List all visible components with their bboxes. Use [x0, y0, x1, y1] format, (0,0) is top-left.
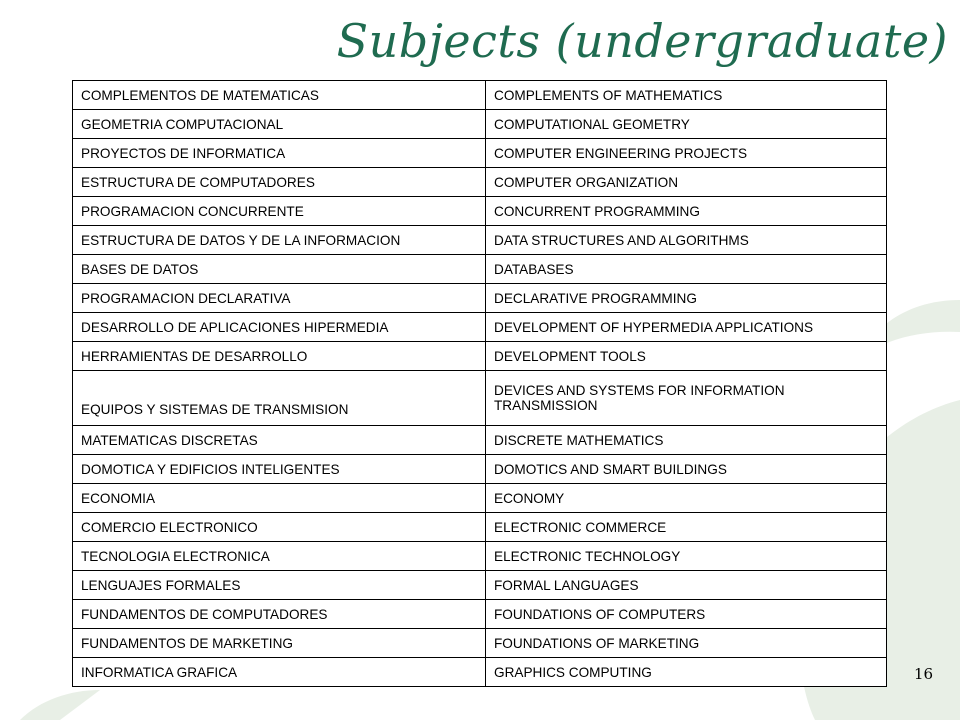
english-subject-cell: COMPLEMENTS OF MATHEMATICS: [486, 81, 887, 110]
spanish-subject-cell: FUNDAMENTOS DE COMPUTADORES: [73, 600, 486, 629]
table-row: [73, 600, 887, 629]
spanish-subject-cell: LENGUAJES FORMALES: [73, 571, 486, 600]
table-row: [73, 629, 887, 658]
page-number: 16: [914, 665, 934, 683]
spanish-subject-cell: GEOMETRIA COMPUTACIONAL: [73, 110, 486, 139]
table-row: [73, 455, 887, 484]
table-row: [73, 255, 887, 284]
spanish-subject-cell: PROGRAMACION DECLARATIVA: [73, 284, 486, 313]
spanish-subject-cell: COMERCIO ELECTRONICO: [73, 513, 486, 542]
english-subject-cell: DOMOTICS AND SMART BUILDINGS: [486, 455, 887, 484]
table-row: [73, 571, 887, 600]
english-subject-cell: DEVELOPMENT OF HYPERMEDIA APPLICATIONS: [486, 313, 887, 342]
english-subject-cell: CONCURRENT PROGRAMMING: [486, 197, 887, 226]
table-row: [73, 371, 887, 426]
spanish-subject-cell: EQUIPOS Y SISTEMAS DE TRANSMISION: [73, 371, 486, 426]
english-subject-cell: ELECTRONIC COMMERCE: [486, 513, 887, 542]
english-subject-cell: ECONOMY: [486, 484, 887, 513]
table-row: [73, 658, 887, 687]
table-row: [73, 484, 887, 513]
english-subject-cell: COMPUTER ORGANIZATION: [486, 168, 887, 197]
table-row: [73, 110, 887, 139]
table-row: [73, 513, 887, 542]
english-subject-cell: FOUNDATIONS OF COMPUTERS: [486, 600, 887, 629]
english-subject-cell: FORMAL LANGUAGES: [486, 571, 887, 600]
english-subject-cell: DECLARATIVE PROGRAMMING: [486, 284, 887, 313]
english-subject-cell: COMPUTATIONAL GEOMETRY: [486, 110, 887, 139]
spanish-subject-cell: BASES DE DATOS: [73, 255, 486, 284]
spanish-subject-cell: MATEMATICAS DISCRETAS: [73, 426, 486, 455]
english-subject-cell: FOUNDATIONS OF MARKETING: [486, 629, 887, 658]
table-row: [73, 139, 887, 168]
english-subject-cell: GRAPHICS COMPUTING: [486, 658, 887, 687]
spanish-subject-cell: ESTRUCTURA DE DATOS Y DE LA INFORMACION: [73, 226, 486, 255]
table-row: [73, 197, 887, 226]
subjects-table: [72, 80, 887, 687]
english-subject-cell: DEVELOPMENT TOOLS: [486, 342, 887, 371]
spanish-subject-cell: ESTRUCTURA DE COMPUTADORES: [73, 168, 486, 197]
table-row: [73, 226, 887, 255]
english-subject-cell: DATABASES: [486, 255, 887, 284]
table-row: [73, 542, 887, 571]
spanish-subject-cell: TECNOLOGIA ELECTRONICA: [73, 542, 486, 571]
english-subject-cell: DEVICES AND SYSTEMS FOR INFORMATION TRANSMISSION: [486, 371, 887, 426]
spanish-subject-cell: INFORMATICA GRAFICA: [73, 658, 486, 687]
table-row: [73, 81, 887, 110]
spanish-subject-cell: COMPLEMENTOS DE MATEMATICAS: [73, 81, 486, 110]
spanish-subject-cell: DESARROLLO DE APLICACIONES HIPERMEDIA: [73, 313, 486, 342]
swoosh-small: [20, 690, 100, 720]
spanish-subject-cell: ECONOMIA: [73, 484, 486, 513]
table-row: [73, 313, 887, 342]
spanish-subject-cell: DOMOTICA Y EDIFICIOS INTELIGENTES: [73, 455, 486, 484]
english-subject-cell: DATA STRUCTURES AND ALGORITHMS: [486, 226, 887, 255]
table-row: [73, 284, 887, 313]
spanish-subject-cell: PROYECTOS DE INFORMATICA: [73, 139, 486, 168]
spanish-subject-cell: PROGRAMACION CONCURRENTE: [73, 197, 486, 226]
table-row: [73, 426, 887, 455]
spanish-subject-cell: HERRAMIENTAS DE DESARROLLO: [73, 342, 486, 371]
english-subject-cell: DISCRETE MATHEMATICS: [486, 426, 887, 455]
english-subject-cell: ELECTRONIC TECHNOLOGY: [486, 542, 887, 571]
spanish-subject-cell: FUNDAMENTOS DE MARKETING: [73, 629, 486, 658]
table-row: [73, 168, 887, 197]
table-row: [73, 342, 887, 371]
english-subject-cell: COMPUTER ENGINEERING PROJECTS: [486, 139, 887, 168]
slide-title: Subjects (undergraduate): [336, 14, 948, 68]
